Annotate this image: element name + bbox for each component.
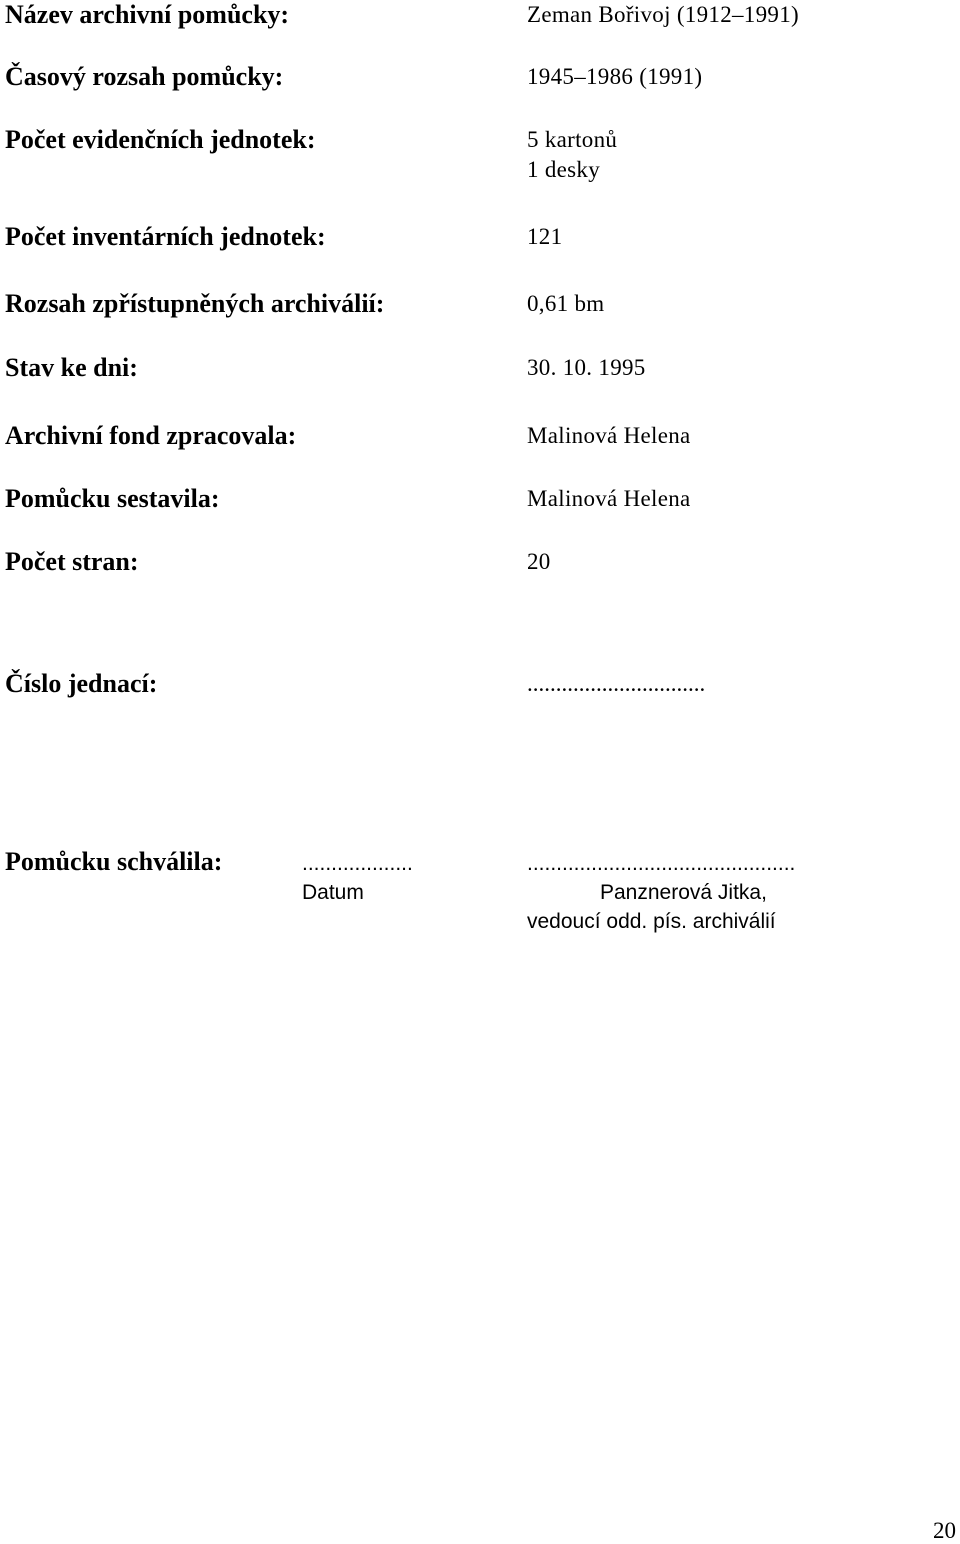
- date-dots: ...................: [302, 852, 413, 875]
- value-evidencni-line1: 5 kartonů: [527, 127, 618, 152]
- label-pocet-stran: Počet stran:: [5, 547, 139, 576]
- label-evidencni: Počet evidenčních jednotek:: [5, 125, 316, 154]
- value-zpracovala: Malinová Helena: [527, 423, 691, 448]
- value-stav: 30. 10. 1995: [527, 355, 646, 380]
- value-cislo-jednaci: ...............................: [527, 671, 706, 696]
- value-casovy-rozsah: 1945–1986 (1991): [527, 64, 703, 89]
- label-casovy-rozsah: Časový rozsah pomůcky:: [5, 62, 284, 91]
- date-caption: Datum: [302, 881, 364, 904]
- value-sestavila: Malinová Helena: [527, 486, 691, 511]
- label-stav: Stav ke dni:: [5, 353, 138, 382]
- signature-dots: ..............................................: [527, 852, 796, 875]
- value-evidencni-line2: 1 desky: [527, 157, 601, 182]
- page-number: 20: [933, 1518, 956, 1543]
- label-schvalila: Pomůcku schválila:: [5, 847, 223, 876]
- value-pocet-stran: 20: [527, 549, 551, 574]
- label-rozsah: Rozsah zpřístupněných archiválií:: [5, 289, 385, 318]
- label-inventarni: Počet inventárních jednotek:: [5, 222, 326, 251]
- value-rozsah: 0,61 bm: [527, 291, 605, 316]
- label-sestavila: Pomůcku sestavila:: [5, 484, 220, 513]
- label-zpracovala: Archivní fond zpracovala:: [5, 421, 297, 450]
- value-nazev: Zeman Bořivoj (1912–1991): [527, 2, 799, 27]
- label-cislo-jednaci: Číslo jednací:: [5, 669, 158, 698]
- signature-name: Panznerová Jitka,: [600, 881, 767, 904]
- signature-role: vedoucí odd. pís. archiválií: [527, 910, 776, 933]
- value-inventarni: 121: [527, 224, 563, 249]
- label-nazev: Název archivní pomůcky:: [5, 0, 290, 29]
